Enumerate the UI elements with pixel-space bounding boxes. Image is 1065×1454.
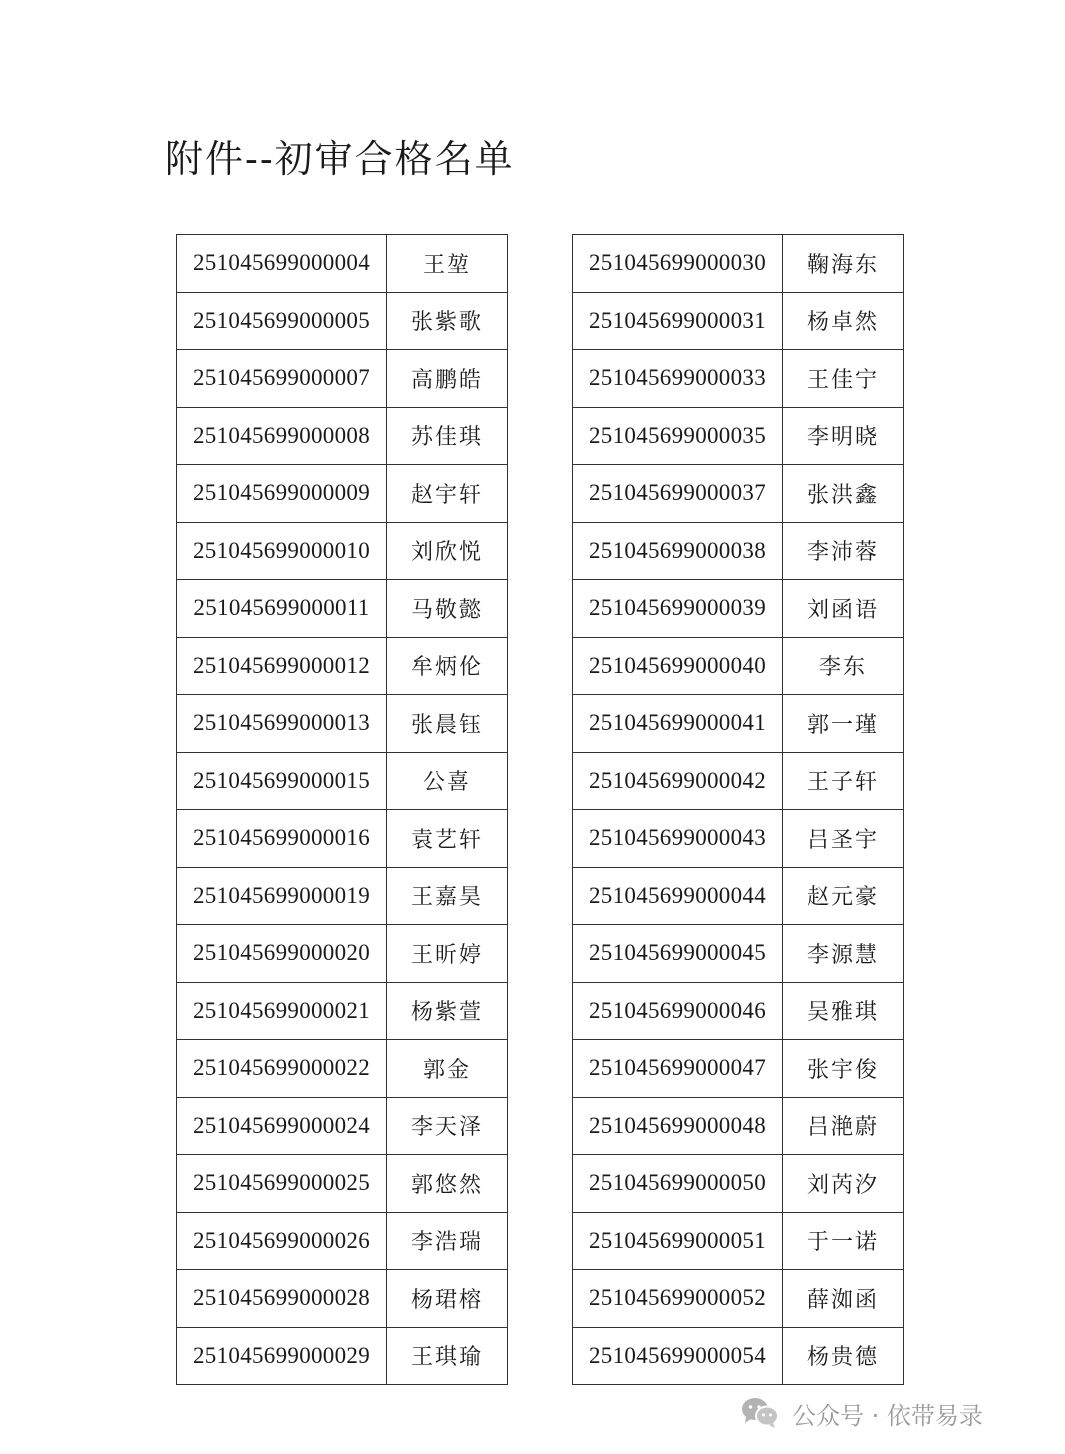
roster-table-left xyxy=(176,234,508,1385)
candidate-id-cell: 251045699000051 xyxy=(573,1212,783,1270)
candidate-id-cell: 251045699000035 xyxy=(573,407,783,465)
table-row xyxy=(573,580,904,638)
candidate-id-cell: 251045699000043 xyxy=(573,810,783,868)
candidate-name-cell: 杨珺榕 xyxy=(387,1270,508,1328)
table-row xyxy=(573,925,904,983)
table-row xyxy=(177,407,508,465)
candidate-name-cell: 吴雅琪 xyxy=(783,982,904,1040)
candidate-id-cell: 251045699000029 xyxy=(177,1327,387,1385)
candidate-id-cell: 251045699000028 xyxy=(177,1270,387,1328)
candidate-name-cell: 张紫歌 xyxy=(387,292,508,350)
candidate-id-cell: 251045699000037 xyxy=(573,465,783,523)
table-row xyxy=(573,982,904,1040)
table-row xyxy=(177,1212,508,1270)
candidate-name-cell: 杨紫萱 xyxy=(387,982,508,1040)
table-row xyxy=(573,292,904,350)
candidate-name-cell: 赵元豪 xyxy=(783,867,904,925)
candidate-name-cell: 王琪瑜 xyxy=(387,1327,508,1385)
candidate-name-cell: 高鹏皓 xyxy=(387,350,508,408)
table-row xyxy=(177,1327,508,1385)
candidate-name-cell: 李源慧 xyxy=(783,925,904,983)
table-row xyxy=(573,810,904,868)
table-row xyxy=(177,982,508,1040)
table-row xyxy=(177,350,508,408)
candidate-name-cell: 杨卓然 xyxy=(783,292,904,350)
table-row xyxy=(573,867,904,925)
candidate-id-cell: 251045699000019 xyxy=(177,867,387,925)
table-row xyxy=(573,1212,904,1270)
candidate-name-cell: 鞠海东 xyxy=(783,235,904,293)
watermark xyxy=(740,1393,983,1433)
table-row xyxy=(177,1155,508,1213)
candidate-name-cell: 李浩瑞 xyxy=(387,1212,508,1270)
candidate-id-cell: 251045699000045 xyxy=(573,925,783,983)
table-row xyxy=(573,465,904,523)
candidate-name-cell: 李明晓 xyxy=(783,407,904,465)
candidate-id-cell: 251045699000039 xyxy=(573,580,783,638)
roster-table-right xyxy=(572,234,904,1385)
candidate-id-cell: 251045699000022 xyxy=(177,1040,387,1098)
candidate-name-cell: 张洪鑫 xyxy=(783,465,904,523)
candidate-name-cell: 王堃 xyxy=(387,235,508,293)
table-row xyxy=(177,235,508,293)
candidate-id-cell: 251045699000048 xyxy=(573,1097,783,1155)
table-row xyxy=(177,292,508,350)
candidate-id-cell: 251045699000041 xyxy=(573,695,783,753)
table-row xyxy=(177,925,508,983)
candidate-id-cell: 251045699000042 xyxy=(573,752,783,810)
candidate-name-cell: 张宇俊 xyxy=(783,1040,904,1098)
table-row xyxy=(177,867,508,925)
candidate-name-cell: 公喜 xyxy=(387,752,508,810)
candidate-id-cell: 251045699000012 xyxy=(177,637,387,695)
candidate-name-cell: 于一诺 xyxy=(783,1212,904,1270)
candidate-id-cell: 251045699000024 xyxy=(177,1097,387,1155)
candidate-id-cell: 251045699000044 xyxy=(573,867,783,925)
candidate-id-cell: 251045699000011 xyxy=(177,580,387,638)
table-row xyxy=(177,522,508,580)
candidate-id-cell: 251045699000052 xyxy=(573,1270,783,1328)
table-row xyxy=(177,1097,508,1155)
candidate-id-cell: 251045699000031 xyxy=(573,292,783,350)
candidate-name-cell: 李沛蓉 xyxy=(783,522,904,580)
table-row xyxy=(573,752,904,810)
table-row xyxy=(177,465,508,523)
page-title: 附件--初审合格名单 xyxy=(165,137,515,181)
candidate-name-cell: 刘欣悦 xyxy=(387,522,508,580)
candidate-name-cell: 吕圣宇 xyxy=(783,810,904,868)
watermark-text: 公众号 · 依带易录 xyxy=(792,1401,983,1430)
candidate-id-cell: 251045699000021 xyxy=(177,982,387,1040)
candidate-id-cell: 251045699000050 xyxy=(573,1155,783,1213)
candidate-id-cell: 251045699000040 xyxy=(573,637,783,695)
table-row xyxy=(573,1097,904,1155)
candidate-id-cell: 251045699000010 xyxy=(177,522,387,580)
table-row xyxy=(177,637,508,695)
table-row xyxy=(177,1040,508,1098)
candidate-id-cell: 251045699000009 xyxy=(177,465,387,523)
candidate-name-cell: 李天泽 xyxy=(387,1097,508,1155)
candidate-id-cell: 251045699000020 xyxy=(177,925,387,983)
candidate-name-cell: 王嘉昊 xyxy=(387,867,508,925)
candidate-id-cell: 251045699000054 xyxy=(573,1327,783,1385)
candidate-name-cell: 刘函语 xyxy=(783,580,904,638)
table-row xyxy=(573,522,904,580)
table-row xyxy=(177,695,508,753)
table-row xyxy=(177,752,508,810)
candidate-id-cell: 251045699000033 xyxy=(573,350,783,408)
candidate-id-cell: 251045699000030 xyxy=(573,235,783,293)
table-row xyxy=(177,810,508,868)
candidate-name-cell: 苏佳琪 xyxy=(387,407,508,465)
candidate-id-cell: 251045699000013 xyxy=(177,695,387,753)
candidate-id-cell: 251045699000047 xyxy=(573,1040,783,1098)
wechat-icon xyxy=(740,1396,780,1430)
candidate-name-cell: 李东 xyxy=(783,637,904,695)
candidate-name-cell: 薛洳函 xyxy=(783,1270,904,1328)
table-row xyxy=(573,1155,904,1213)
candidate-name-cell: 赵宇轩 xyxy=(387,465,508,523)
table-row xyxy=(573,1327,904,1385)
candidate-id-cell: 251045699000015 xyxy=(177,752,387,810)
table-row xyxy=(177,1270,508,1328)
candidate-id-cell: 251045699000005 xyxy=(177,292,387,350)
candidate-id-cell: 251045699000016 xyxy=(177,810,387,868)
table-row xyxy=(573,695,904,753)
candidate-name-cell: 牟炳伦 xyxy=(387,637,508,695)
candidate-name-cell: 袁艺轩 xyxy=(387,810,508,868)
table-row xyxy=(177,580,508,638)
candidate-name-cell: 刘芮汐 xyxy=(783,1155,904,1213)
candidate-name-cell: 郭悠然 xyxy=(387,1155,508,1213)
candidate-name-cell: 王昕婷 xyxy=(387,925,508,983)
candidate-id-cell: 251045699000026 xyxy=(177,1212,387,1270)
candidate-id-cell: 251045699000007 xyxy=(177,350,387,408)
table-row xyxy=(573,637,904,695)
candidate-name-cell: 马敬懿 xyxy=(387,580,508,638)
candidate-name-cell: 王佳宁 xyxy=(783,350,904,408)
candidate-id-cell: 251045699000046 xyxy=(573,982,783,1040)
candidate-name-cell: 杨贵德 xyxy=(783,1327,904,1385)
candidate-name-cell: 郭金 xyxy=(387,1040,508,1098)
candidate-name-cell: 张晨钰 xyxy=(387,695,508,753)
candidate-name-cell: 吕滟蔚 xyxy=(783,1097,904,1155)
candidate-id-cell: 251045699000004 xyxy=(177,235,387,293)
candidate-id-cell: 251045699000038 xyxy=(573,522,783,580)
candidate-id-cell: 251045699000008 xyxy=(177,407,387,465)
candidate-id-cell: 251045699000025 xyxy=(177,1155,387,1213)
candidate-name-cell: 郭一瑾 xyxy=(783,695,904,753)
table-row xyxy=(573,235,904,293)
table-row xyxy=(573,407,904,465)
table-row xyxy=(573,1040,904,1098)
table-row xyxy=(573,1270,904,1328)
candidate-name-cell: 王子轩 xyxy=(783,752,904,810)
table-row xyxy=(573,350,904,408)
